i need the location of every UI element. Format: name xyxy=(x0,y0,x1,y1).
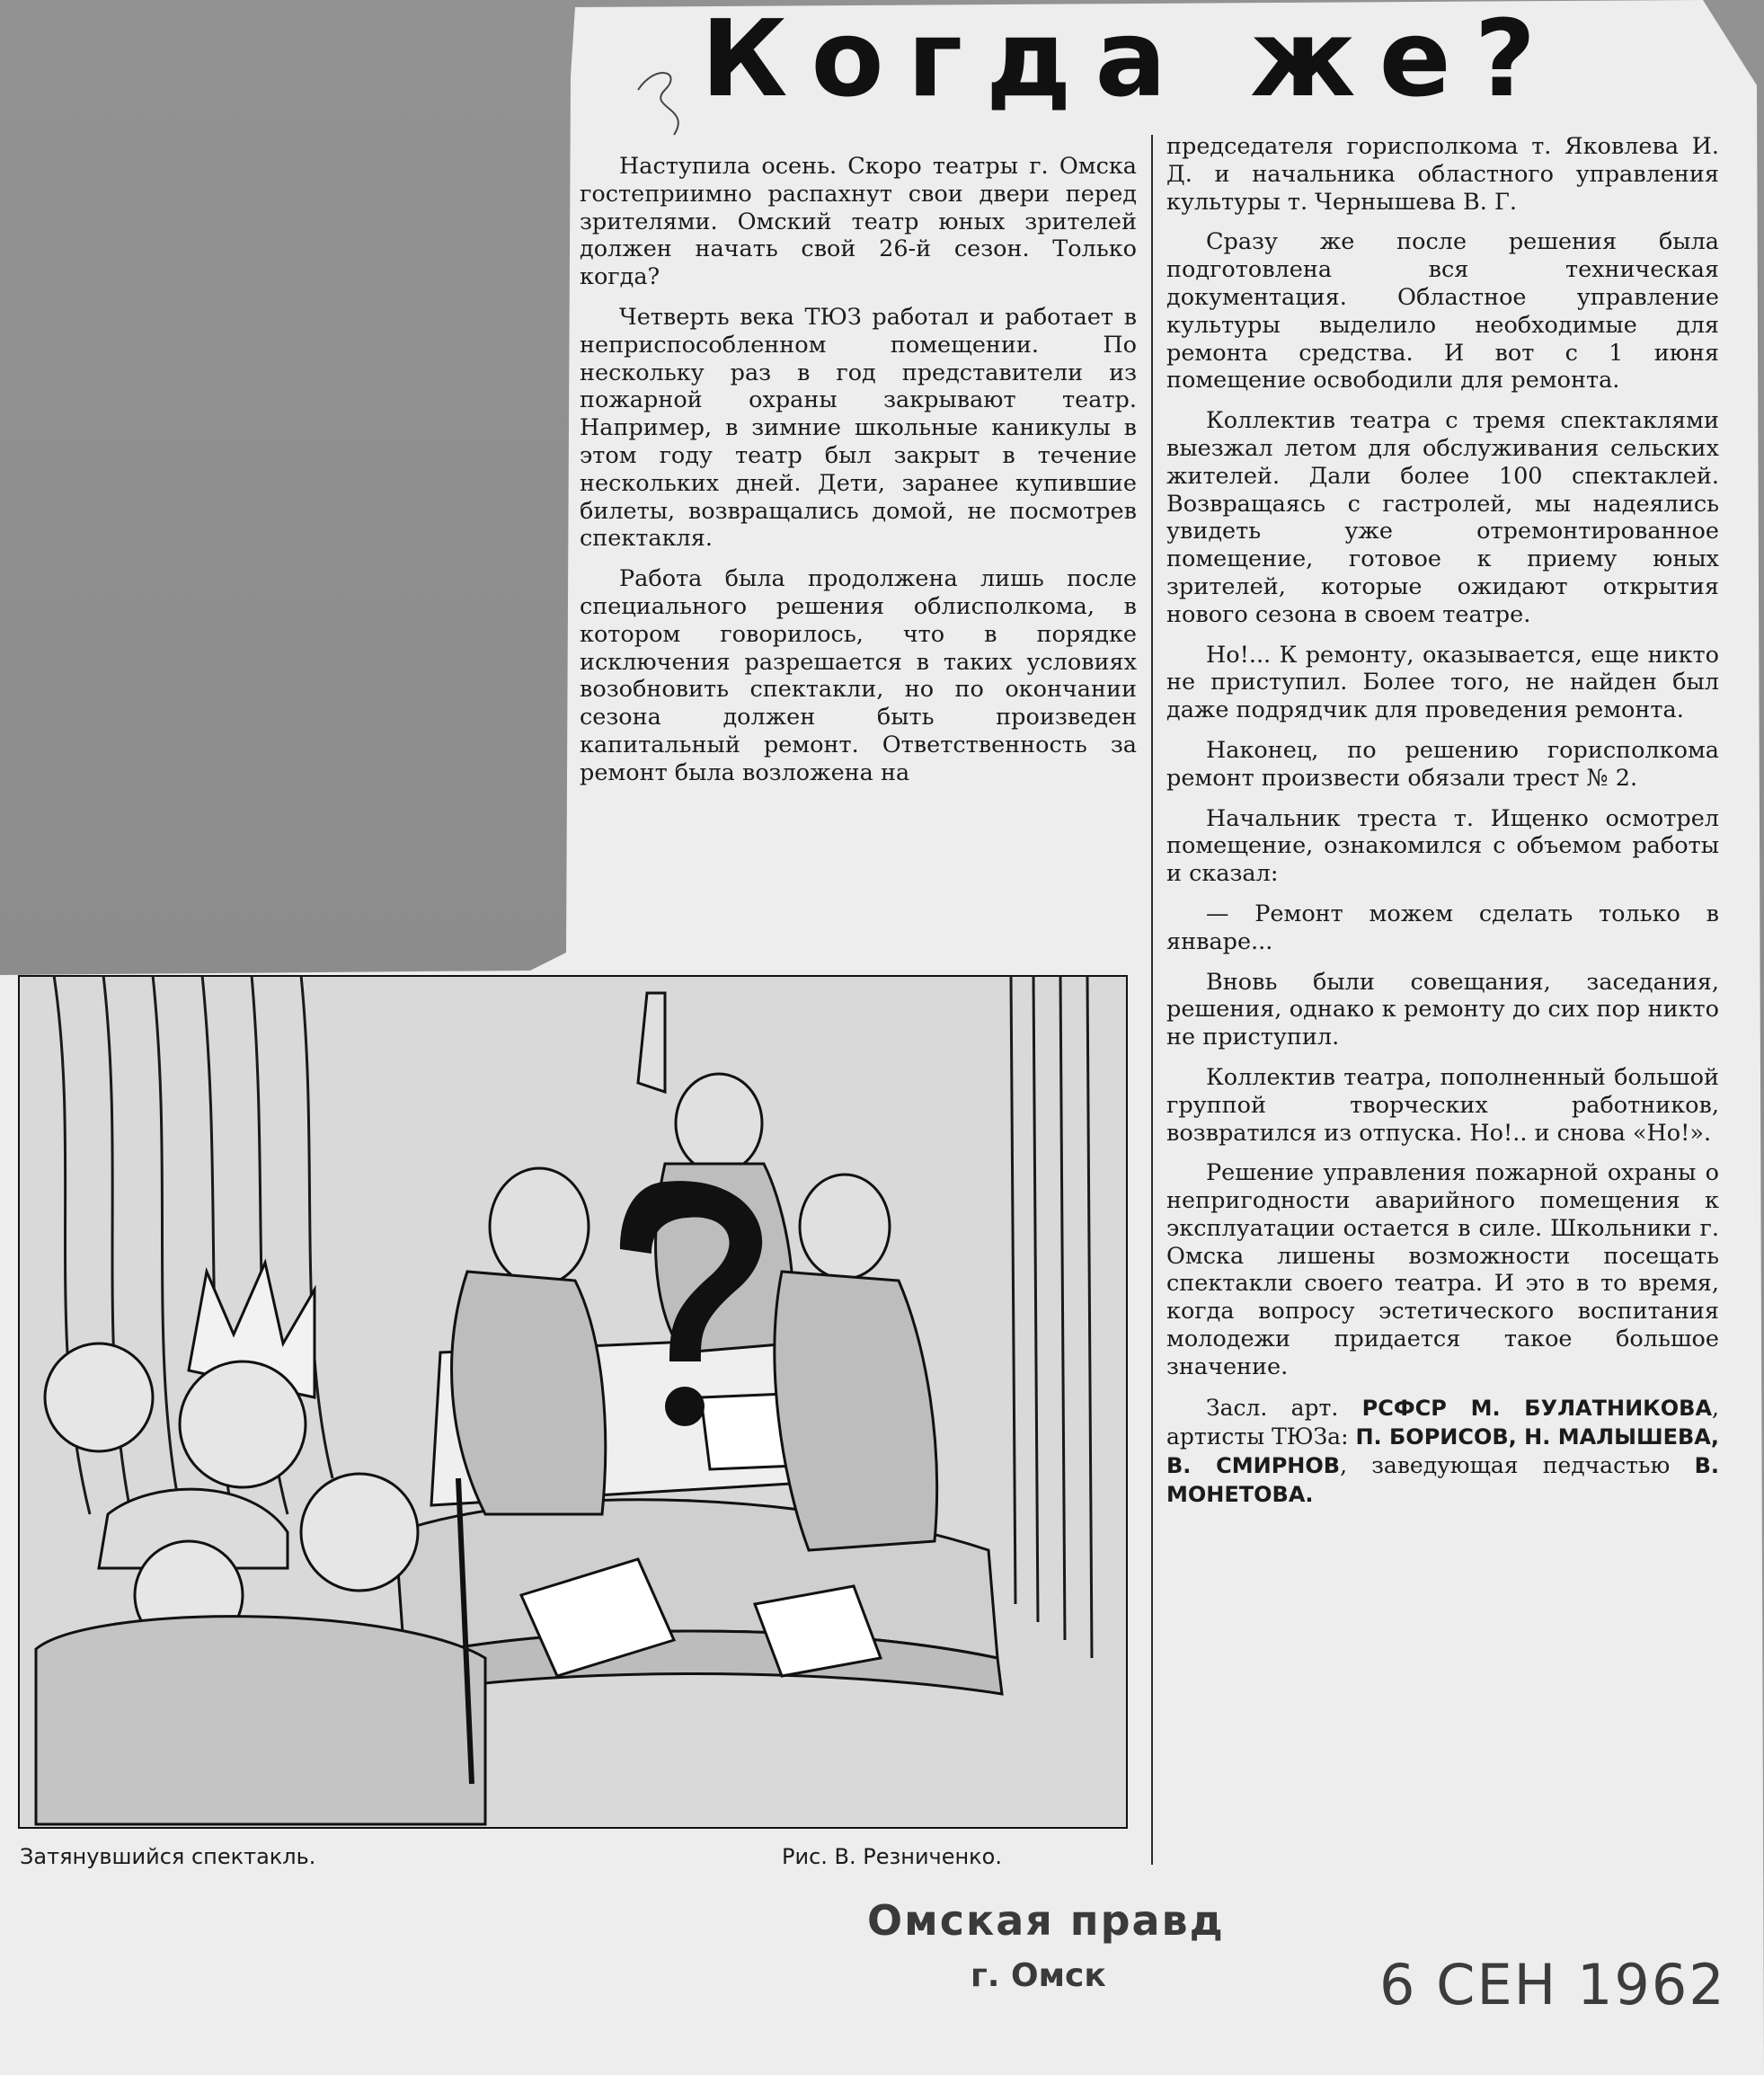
article-headline: Когда же? xyxy=(701,0,1560,120)
pen-scratch-mark xyxy=(629,54,701,153)
paragraph: Но!... К ремонту, оказывается, еще никто не приступил. Более того, не найден был даже подрядчик для проведения ремонта. xyxy=(1166,641,1719,724)
city-stamp: г. Омск xyxy=(971,1957,1106,1994)
paragraph: Наконец, по решению горисполкома ремонт произвести обязали трест № 2. xyxy=(1166,736,1719,792)
paragraph: Коллектив театра, пополненный большой группой творческих работников, возвратился из отпуска. Но!.. и снова «Но!». xyxy=(1166,1063,1719,1147)
article-left-column xyxy=(580,153,1137,787)
paragraph: Четверть века ТЮЗ работал и работает в неприспособленном помещении. По нескольку раз в год представители из пожарной охраны закрывают театр. Например, в зимние школьные каникулы в этом году театр был закрыт в течение нескольких дней. Дети, заранее купившие билеты, возвращались домой, не посмотрев спектакля. xyxy=(580,303,1137,553)
paragraph: председателя горисполкома т. Яковлева И. Д. и начальника областного управления культуры т. Чернышева В. Г. xyxy=(1166,133,1719,216)
paragraph: Начальник треста т. Ищенко осмотрел помещение, ознакомился с объемом работы и сказал: xyxy=(1166,804,1719,888)
date-stamp: 6 СЕН 1962 xyxy=(1379,1952,1726,2017)
article-signature: Засл. арт. РСФСР М. БУЛАТНИКОВА, артисты ТЮЗа: П. БОРИСОВ, Н. МАЛЫШЕВА, В. СМИРНОВ, заведующая педчастью В. МОНЕТОВА. xyxy=(1166,1394,1719,1507)
cartoon-illustration xyxy=(18,975,1128,1829)
illustration-credit: Рис. В. Резниченко. xyxy=(782,1844,1002,1869)
paragraph: Вновь были совещания, заседания, решения, однако к ремонту до сих пор никто не приступил. xyxy=(1166,968,1719,1051)
paragraph: Коллектив театра с тремя спектаклями выезжал летом для обслуживания сельских жителей. Дали более 100 спектаклей. Возвращаясь с гастролей, мы надеялись увидеть уже отремонтированное помещение, готовое к приему юных зрителей, которые ожидают открытия нового сезона в своем театре. xyxy=(1166,407,1719,628)
column-divider xyxy=(1151,135,1153,1865)
newspaper-stamp: Омская правд xyxy=(867,1896,1225,1945)
paragraph: Наступила осень. Скоро театры г. Омска гостеприимно распахнут свои двери перед зрителями. Омский театр юных зрителей должен начать свой 26-й сезон. Только когда? xyxy=(580,153,1137,291)
paragraph: Сразу же после решения была подготовлена вся техническая документация. Областное управление культуры выделило необходимые для ремонта средства. И вот с 1 июня помещение освободили для ремонта. xyxy=(1166,228,1719,395)
illustration-caption: Затянувшийся спектакль. xyxy=(20,1844,316,1869)
article-right-column xyxy=(1166,133,1719,1509)
paragraph: — Ремонт можем сделать только в январе... xyxy=(1166,900,1719,955)
paragraph: Работа была продолжена лишь после специального решения облисполкома, в котором говорилось, что в порядке исключения разрешается в таких условиях возобновить спектакли, но по окончании сезона должен быть произведен капитальный ремонт. Ответственность за ремонт была возложена на xyxy=(580,565,1137,786)
paragraph: Решение управления пожарной охраны о непригодности аварийного помещения к эксплуатации остается в силе. Школьники г. Омска лишены возможности посещать спектакли своего театра. И это в то время, когда вопросу эстетического воспитания молодежи придается такое большое значение. xyxy=(1166,1159,1719,1380)
